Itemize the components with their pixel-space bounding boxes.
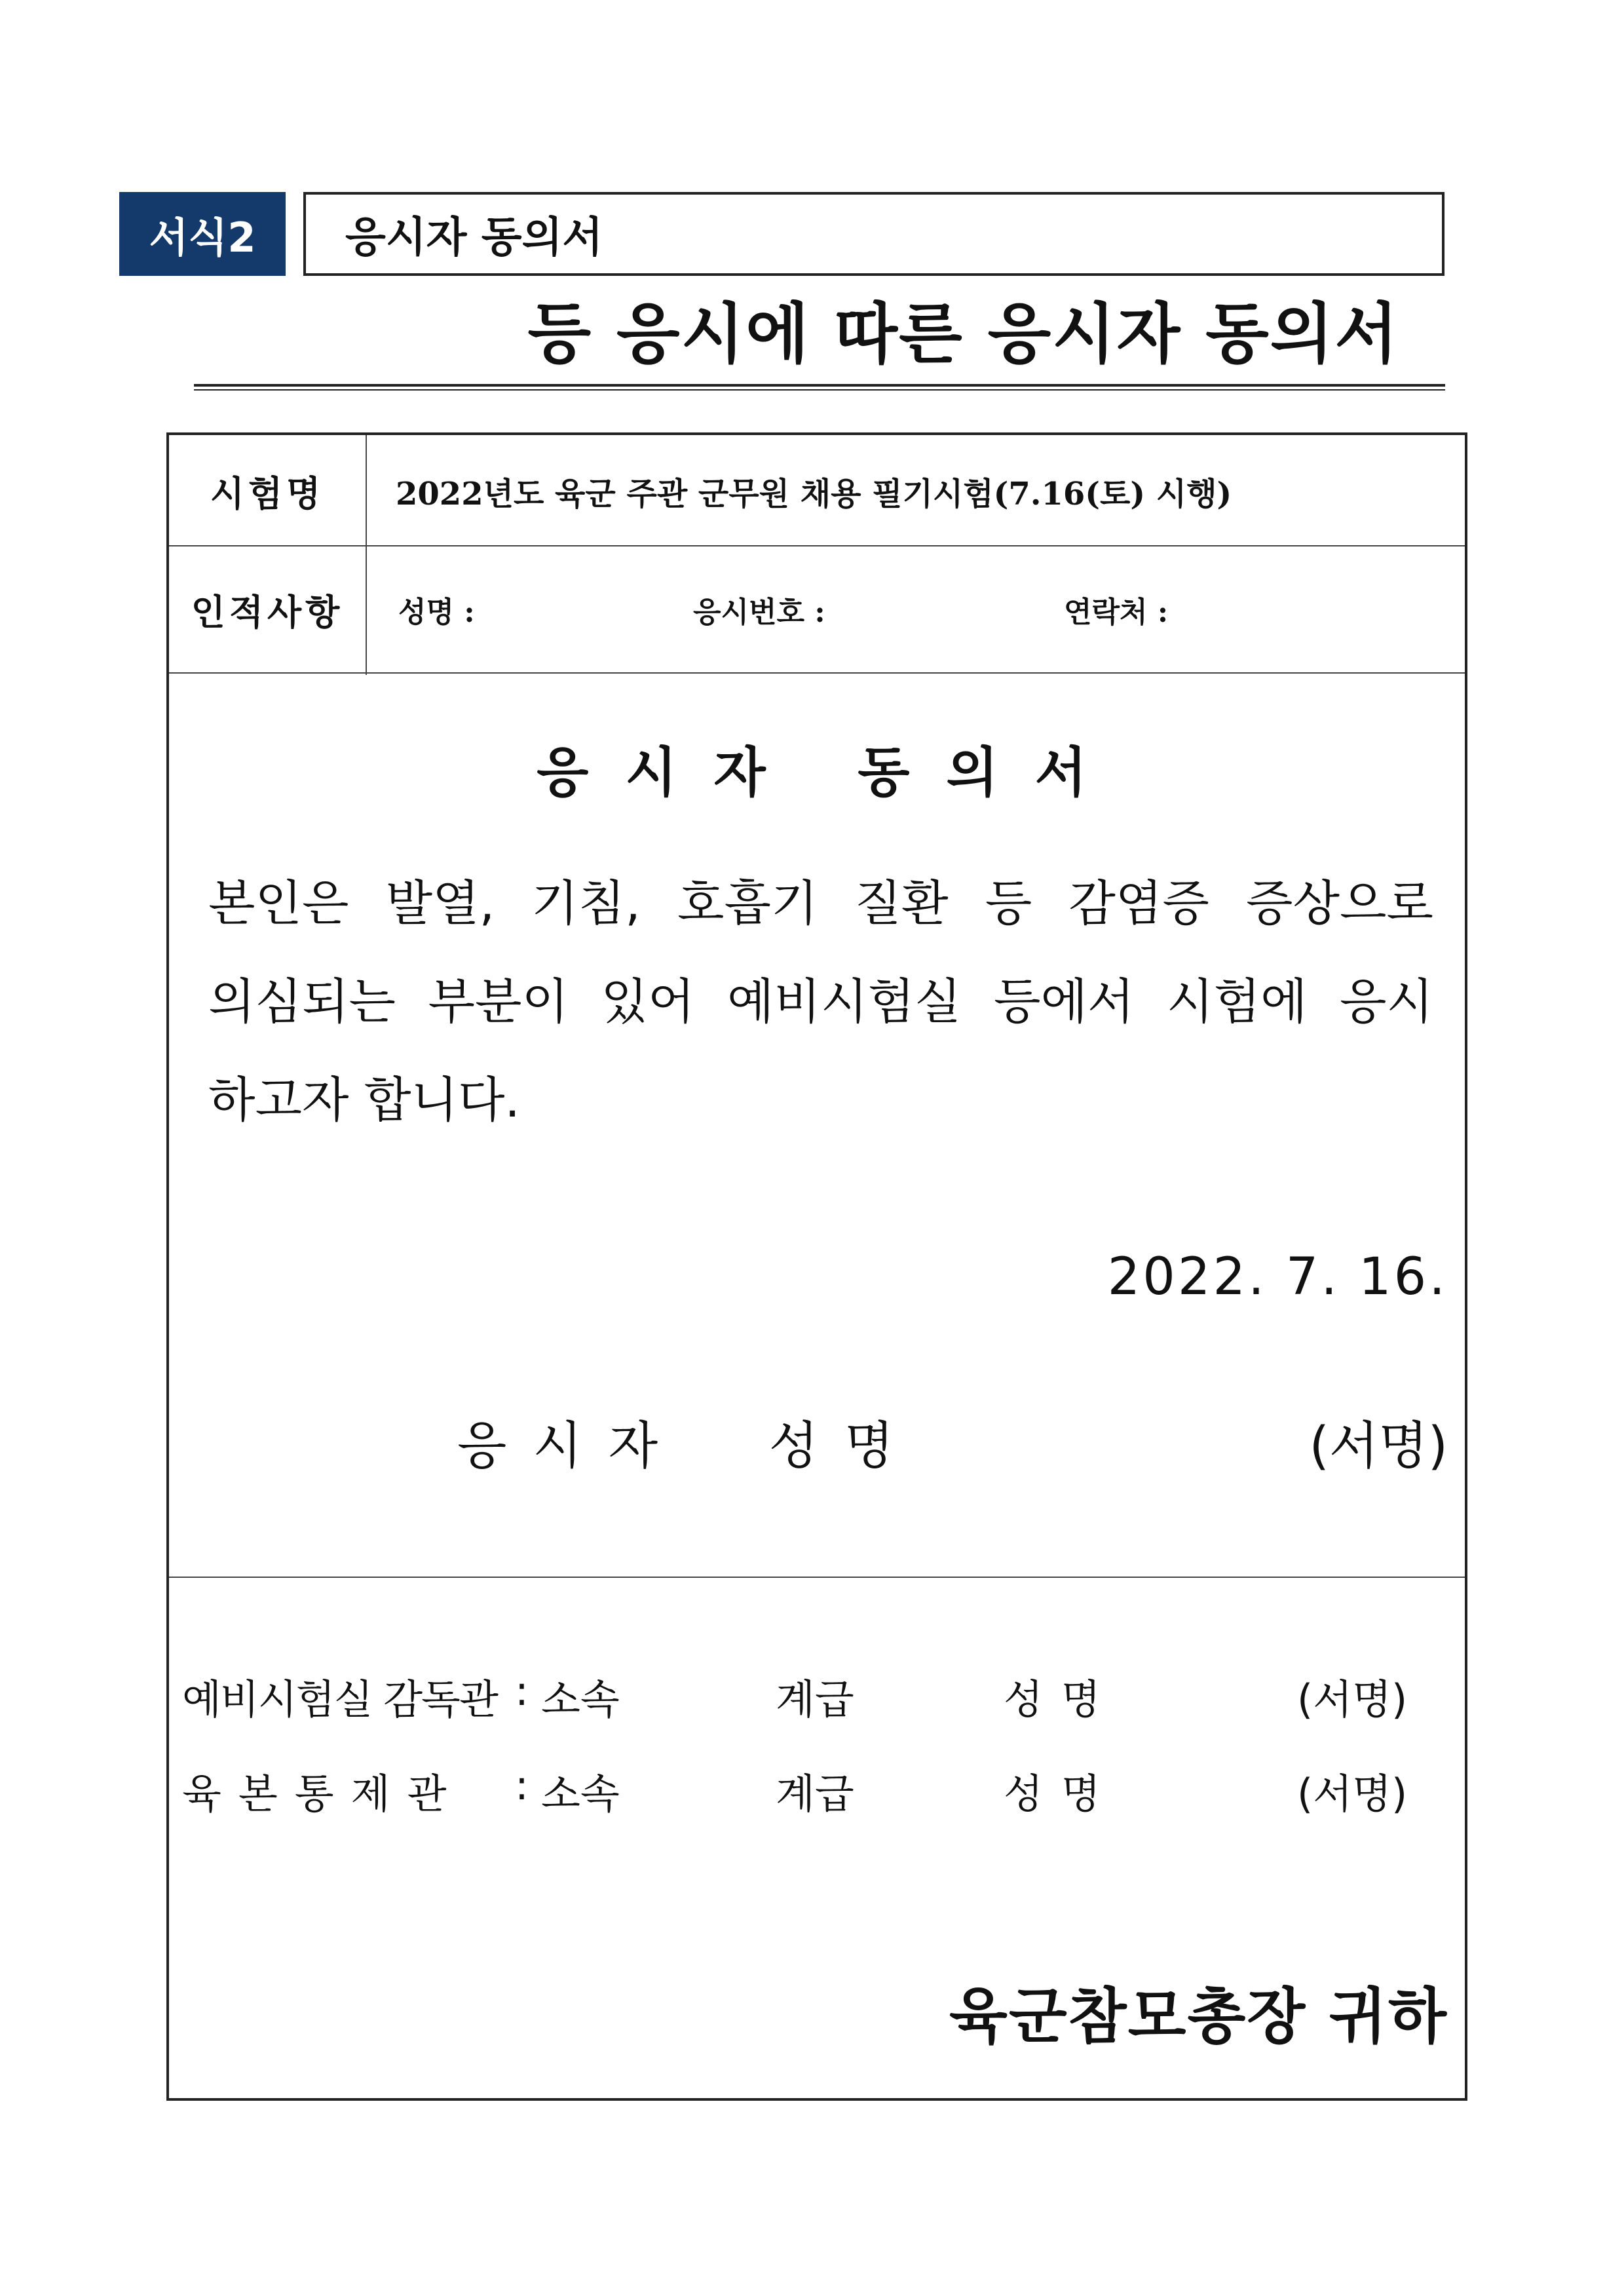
officer-role: 예비시험실 감독관	[182, 1675, 497, 1723]
officer-rank-field[interactable]: 계급	[776, 1675, 854, 1723]
officer-colon: :	[515, 1761, 529, 1809]
addressee: 육군참모총장 귀하	[949, 1981, 1448, 2052]
consent-date: 2022. 7. 16.	[1107, 1248, 1448, 1307]
consent-title: 응시자 동의서	[537, 742, 1124, 804]
label-column-divider	[366, 435, 367, 675]
officer-role: 육본통제관	[182, 1770, 464, 1818]
row-divider	[169, 672, 1465, 674]
officer-unit-field[interactable]: 소속	[541, 1770, 620, 1818]
supervisor-row	[182, 1667, 1453, 1732]
applicant-name-field[interactable]: 성명 :	[398, 596, 475, 629]
consent-form-frame	[166, 432, 1467, 2101]
officer-unit-field[interactable]: 소속	[541, 1675, 620, 1723]
officer-signature-field[interactable]: (서명)	[1297, 1675, 1408, 1723]
officer-name-field[interactable]: 성명	[1004, 1675, 1119, 1723]
personal-info-label: 인적사항	[191, 590, 344, 633]
row-divider	[169, 1577, 1465, 1578]
heading-rule-thin	[194, 389, 1445, 391]
consent-body	[208, 854, 1433, 1149]
officer-colon: :	[515, 1667, 529, 1715]
heading-rule-thick	[194, 384, 1445, 387]
officer-rank-field[interactable]: 계급	[776, 1770, 854, 1818]
main-heading: 등 응시에 따른 응시자 동의서	[527, 296, 1399, 372]
officer-name-field[interactable]: 성명	[1004, 1770, 1119, 1818]
consent-body-line: 하고자 합니다.	[208, 1072, 520, 1128]
contact-field[interactable]: 연락처 :	[1064, 596, 1169, 629]
exam-label: 시험명	[210, 472, 325, 514]
applicant-signature-field[interactable]: (서명)	[1309, 1417, 1448, 1476]
consent-body-line: 의심되는 부분이 있어 예비시험실 등에서 시험에 응시	[208, 974, 1433, 1030]
applicant-signature-label: 응시자 성명	[457, 1417, 920, 1476]
form-number-badge: 서식2	[119, 192, 286, 276]
exam-number-field[interactable]: 응시번호 :	[693, 596, 825, 629]
exam-name: 2022년도 육군 주관 군무원 채용 필기시험(7.16(토) 시행)	[396, 475, 1232, 512]
consent-body-line: 본인은 발열, 기침, 호흡기 질환 등 감염증 증상으로	[208, 875, 1433, 932]
form-title: 응시자 동의서	[303, 192, 1445, 276]
officer-signature-field[interactable]: (서명)	[1297, 1770, 1408, 1818]
controller-row	[182, 1761, 1453, 1827]
